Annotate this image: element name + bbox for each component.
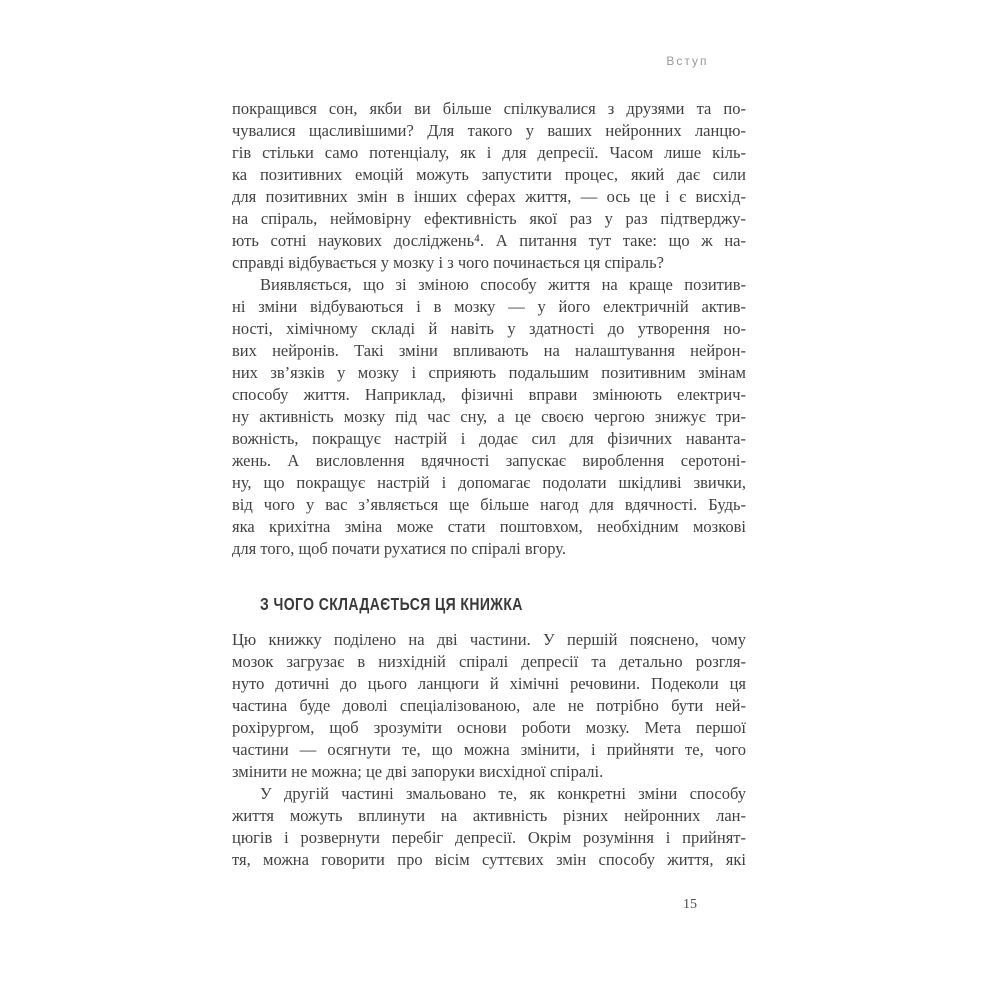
page-number: 15 xyxy=(683,897,697,912)
paragraph xyxy=(232,783,746,871)
text-line: на спіраль, неймовірну ефективність якої раз у раз підтверджу- xyxy=(232,209,746,228)
paragraph xyxy=(232,274,746,560)
text-line: способу життя. Наприклад, фізичні вправи змінюють електрич- xyxy=(232,385,746,404)
text-line: для того, щоб почати рухатися по спіралі вгору. xyxy=(232,539,566,558)
text-line: Цю книжку поділено на дві частини. У першій пояснено, чому xyxy=(232,630,746,649)
text-line: гів стільки само потенціалу, як і для депресії. Часом лише кіль- xyxy=(232,143,746,162)
text-line: них зв’язків у мозку і сприяють подальшим позитивним змінам xyxy=(232,363,746,382)
text-line: від чого у вас з’являється ще більше нагод для вдячності. Будь- xyxy=(232,495,746,514)
text-line: справді відбувається у мозку і з чого починається ця спіраль? xyxy=(232,253,664,272)
text-line: ну, що покращує настрій і допомагає подолати шкідливі звички, xyxy=(232,473,746,492)
text-line: У другій частині змальовано те, як конкретні зміни способу xyxy=(260,784,746,803)
text-line: для позитивних змін в інших сферах життя, — ось це і є висхід- xyxy=(232,187,746,206)
text-line: життя можуть вплинути на активність різних нейронних лан- xyxy=(232,806,746,825)
text-line: ності, хімічному складі й навіть у здатності до утворення но- xyxy=(232,319,746,338)
text-line: вожність, покращує настрій і додає сил для фізичних наванта- xyxy=(232,429,746,448)
section-heading: З ЧОГО СКЛАДАЄТЬСЯ ЦЯ КНИЖКА xyxy=(260,594,523,614)
text-line: ні зміни відбуваються і в мозку — у його електричній актив- xyxy=(232,297,746,316)
text-line: змінити не можна; це дві запоруки висхідної спіралі. xyxy=(232,762,604,781)
running-head: Вступ xyxy=(666,54,709,68)
text-line: ють сотні наукових досліджень⁴. А питання тут таке: що ж на- xyxy=(232,231,746,250)
text-line: вих нейронів. Такі зміни впливають на налаштування нейрон- xyxy=(232,341,746,360)
text-line: ну активність мозку під час сну, а це своєю чергою знижує три- xyxy=(232,407,746,426)
text-line: тя, можна говорити про вісім суттєвих змін способу життя, які xyxy=(232,850,746,869)
paragraph xyxy=(232,98,746,274)
text-line: нуто дотичні до цього ланцюги й хімічні речовини. Подеколи ця xyxy=(232,674,746,693)
text-line: жень. А висловлення вдячності запускає вироблення серотоні- xyxy=(232,451,746,470)
text-column xyxy=(232,98,746,871)
text-line: чувалися щасливішими? Для такого у ваших нейронних ланцю- xyxy=(232,121,746,140)
text-line: частини — осягнути те, що можна змінити, і прийняти те, чого xyxy=(232,740,746,759)
text-line: мозок загрузає в низхідній спіралі депресії та детально розгля- xyxy=(232,652,746,671)
text-line: ка позитивних емоцій можуть запустити процес, який дає сили xyxy=(232,165,746,184)
text-line: покращився сон, якби ви більше спілкувалися з друзями та по- xyxy=(232,99,746,118)
text-line: яка крихітна зміна може стати поштовхом, необхідним мозкові xyxy=(232,517,746,536)
text-line: рохірургом, щоб зрозуміти основи роботи мозку. Мета першої xyxy=(232,718,746,737)
text-line: цюгів і розвернути перебіг депресії. Окрім розуміння і прийнят- xyxy=(232,828,746,847)
text-line: Виявляється, що зі зміною способу життя на краще позитив- xyxy=(260,275,746,294)
paragraph xyxy=(232,629,746,783)
text-line: частина буде доволі спеціалізованою, але не потрібно бути ней- xyxy=(232,696,746,715)
